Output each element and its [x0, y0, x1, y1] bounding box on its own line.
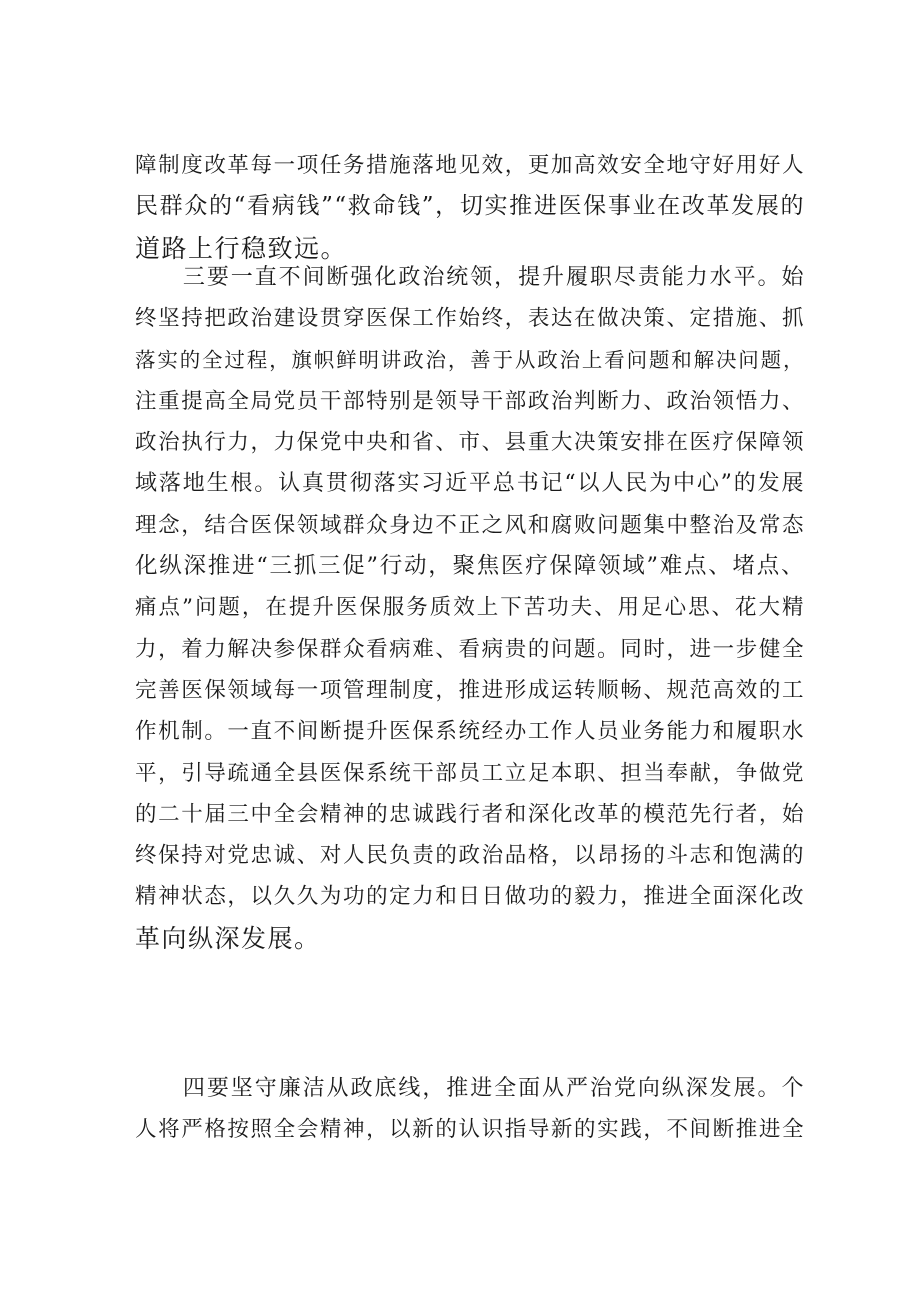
text-line: 终保持对党忠诚、对人民负责的政治品格，以昂扬的斗志和饱满的: [135, 843, 805, 869]
text-line: 落实的全过程，旗帜鲜明讲政治，善于从政治上看问题和解决问题，: [135, 347, 805, 372]
text-line: 民群众的“看病钱”“救命钱”，切实推进医保事业在改革发展的: [135, 193, 805, 220]
text-line: 障制度改革每一项任务措施落地见效，更加高效安全地守好用好人: [135, 153, 805, 178]
text-line: 政治执行力，力保党中央和省、市、县重大决策安排在医疗保障领: [135, 430, 805, 456]
text-line: 四要坚守廉洁从政底线，推进全面从严治党向纵深发展。个: [135, 1076, 805, 1101]
text-line: 平，引导疏通全县医保系统干部员工立足本职、担当奉献，争做党: [135, 760, 805, 786]
paragraph-2: [135, 257, 805, 959]
text-line: 力，着力解决参保群众看病难、看病贵的问题。同时，进一步健全: [135, 636, 805, 662]
text-line: 注重提高全局党员干部特别是领导干部政治判断力、政治领悟力、: [135, 388, 805, 414]
text-line: 化纵深推进“三抓三促”行动，聚焦医疗保障领域”难点、堵点、: [135, 553, 805, 580]
text-line: 理念，结合医保领域群众身边不正之风和腐败问题集中整治及常态: [135, 512, 805, 538]
paragraph-3: [135, 1068, 805, 1151]
text-line: 道路上行稳致远。: [135, 233, 348, 263]
text-line: 完善医保领域每一项管理制度，推进形成运转顺畅、规范高效的工: [135, 677, 805, 703]
text-line: 终坚持把政治建设贯穿医保工作始终，表达在做决策、定措施、抓: [135, 306, 805, 332]
text-line: 作机制。一直不间断提升医保系统经办工作人员业务能力和履职水: [135, 719, 805, 745]
paragraph-1: [135, 145, 805, 269]
text-line: 革向纵深发展。: [135, 923, 321, 953]
text-line: 精神状态，以久久为功的定力和日日做功的毅力，推进全面深化改: [135, 884, 805, 910]
text-line: 人将严格按照全会精神，以新的认识指导新的实践，不间断推进全: [135, 1117, 805, 1143]
text-line: 痛点”问题，在提升医保服务质效上下苦功夫、用足心思、花大精: [135, 595, 805, 621]
text-line: 的二十届三中全会精神的忠诚践行者和深化改革的模范先行者，始: [135, 801, 805, 827]
text-line: 域落地生根。认真贯彻落实习近平总书记“以人民为中心”的发展: [135, 471, 805, 497]
text-line: 三要一直不间断强化政治统领，提升履职尽责能力水平。始: [135, 265, 805, 290]
